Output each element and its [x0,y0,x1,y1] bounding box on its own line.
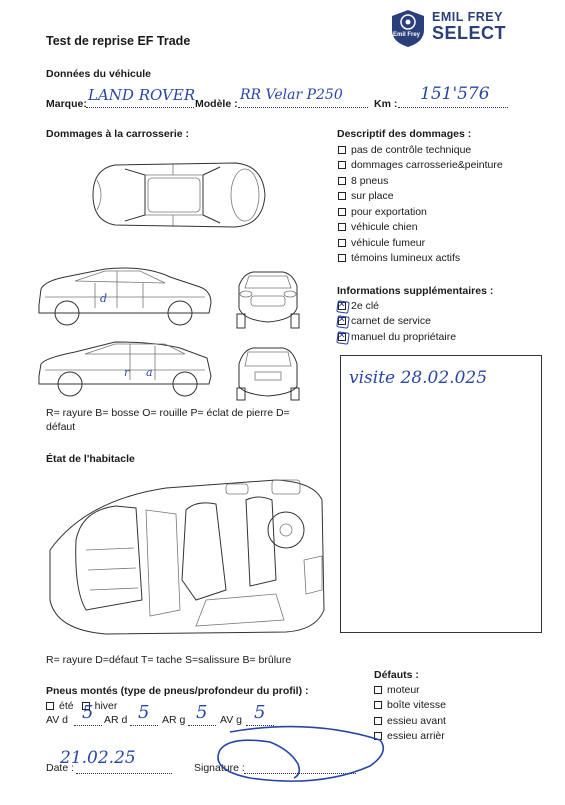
logo-brand: EMIL FREY [432,10,503,24]
infos-title: Informations supplémentaires : [337,285,494,297]
check-smoker-vehicle[interactable]: véhicule fumeur [338,235,503,251]
car-side-view-left-diagram [35,263,215,333]
ar-g-value[interactable]: 5 [196,702,208,723]
av-g-label: AV g [220,714,242,726]
marque-label: Marque: [46,98,87,110]
check-winter[interactable]: hiver [82,698,118,714]
av-d-value[interactable]: 5 [82,702,94,723]
damages-legend: R= rayure B= bosse O= rouille P= éclat de pierre D= défaut [46,407,290,433]
car-top-view-diagram [85,155,270,235]
form-title: Test de reprise EF Trade [46,34,191,48]
check-summer[interactable]: été [46,698,74,714]
check-warning-lights[interactable]: témoins lumineux actifs [338,251,503,267]
damage-mark-r: r [124,366,130,379]
logo-sub: SELECT [432,23,507,43]
km-value[interactable]: 151'576 [420,84,490,104]
check-on-site[interactable]: sur place [338,189,503,205]
defauts-title: Défauts : [374,669,419,681]
ar-d-label: AR d [104,714,128,726]
check-second-key[interactable]: ✕ 2e clé [338,298,456,314]
date-label: Date : [46,762,75,774]
damage-mark-d: d [100,292,108,305]
descriptif-title: Descriptif des dommages : [337,128,472,140]
emil-frey-logo [388,8,518,48]
ar-d-value[interactable]: 5 [138,702,150,723]
check-owner-manual[interactable]: ✕ manuel du propriétaire [338,329,456,345]
car-front-view-diagram [233,264,303,332]
car-rear-view-diagram [233,342,303,404]
av-g-value[interactable]: 5 [254,702,266,723]
ar-g-label: AR g [162,714,186,726]
notes-box[interactable] [340,355,542,633]
notes-text: visite 28.02.025 [349,368,488,388]
modele-value[interactable]: RR Velar P250 [240,87,343,103]
check-body-damage[interactable]: dommages carrosserie&peinture [338,158,503,174]
vehicle-section-title: Données du véhicule [46,68,152,80]
av-d-label: AV d [46,714,68,726]
check-dog-vehicle[interactable]: véhicule chien [338,220,503,236]
check-no-ct[interactable]: pas de contrôle technique [338,142,503,158]
check-gearbox[interactable]: boîte vitesse [374,698,446,714]
marque-value[interactable]: LAND ROVER [88,86,196,104]
pneus-title: Pneus montés (type de pneus/profondeur du profil) : [46,685,309,697]
check-engine[interactable]: moteur [374,682,446,698]
infos-list [338,298,456,345]
check-rear-axle[interactable]: essieu arrièr [374,729,446,745]
logo-badge-icon [388,8,428,48]
check-service-book[interactable]: ✕ carnet de service [338,314,456,330]
signature-drawing[interactable] [190,722,390,788]
check-front-axle[interactable]: essieu avant [374,713,446,729]
km-label: Km : [374,98,398,110]
car-interior-diagram [46,470,328,638]
habitacle-section-title: État de l'habitacle [46,453,135,465]
damage-mark-a: a [146,366,153,379]
descriptif-list [338,142,503,266]
check-export[interactable]: pour exportation [338,204,503,220]
logo-badge-text: Emil Frey [393,32,421,38]
date-value[interactable]: 21.02.25 [60,748,136,768]
check-8-tires[interactable]: 8 pneus [338,173,503,189]
habitacle-legend: R= rayure D=défaut T= tache S=salissure B= brûlure [46,654,292,666]
signature-label: Signature : [194,762,245,774]
modele-label: Modèle : [195,98,238,110]
damages-section-title: Dommages à la carrosserie : [46,128,189,140]
